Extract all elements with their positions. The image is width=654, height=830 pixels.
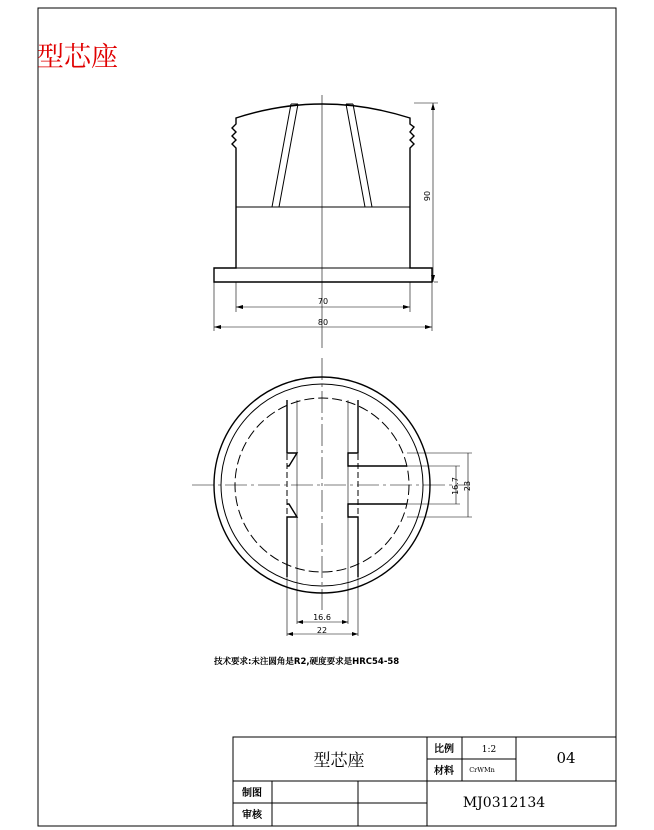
technical-note: 技术要求:未注圆角是R2,硬度要求是HRC54-58 <box>214 657 400 667</box>
dim-width-inner-label: 16.6 <box>313 613 331 622</box>
dim-height-label: 90 <box>423 190 432 202</box>
part-name: 型芯座 <box>313 751 365 771</box>
review-label: 审核 <box>242 810 262 821</box>
dim-outer-width-label: 80 <box>317 318 329 327</box>
sheet-border <box>38 8 616 826</box>
material-label: 材料 <box>434 766 454 777</box>
dim-inner-width-label: 70 <box>317 297 329 306</box>
scale-label: 比例 <box>434 744 454 755</box>
right-slot <box>346 104 372 207</box>
title-block <box>233 737 616 826</box>
header-title: 型芯座 <box>37 42 118 73</box>
dim-slot-inner-label: 16.7 <box>451 477 460 495</box>
front-view <box>214 95 438 348</box>
cross-slot <box>287 400 407 577</box>
dim-width-outer-label: 22 <box>316 626 328 635</box>
front-body-outline <box>214 104 432 282</box>
scale-value: 1:2 <box>481 745 497 755</box>
sheet-number: 04 <box>556 749 576 767</box>
drawn-label: 制图 <box>242 788 262 799</box>
dim-slot-outer-label: 23 <box>463 480 472 492</box>
plan-view <box>192 358 472 636</box>
drawing-code: MJ0312134 <box>462 795 546 811</box>
left-slot <box>272 104 298 207</box>
material-value: CrWMn <box>469 766 495 774</box>
